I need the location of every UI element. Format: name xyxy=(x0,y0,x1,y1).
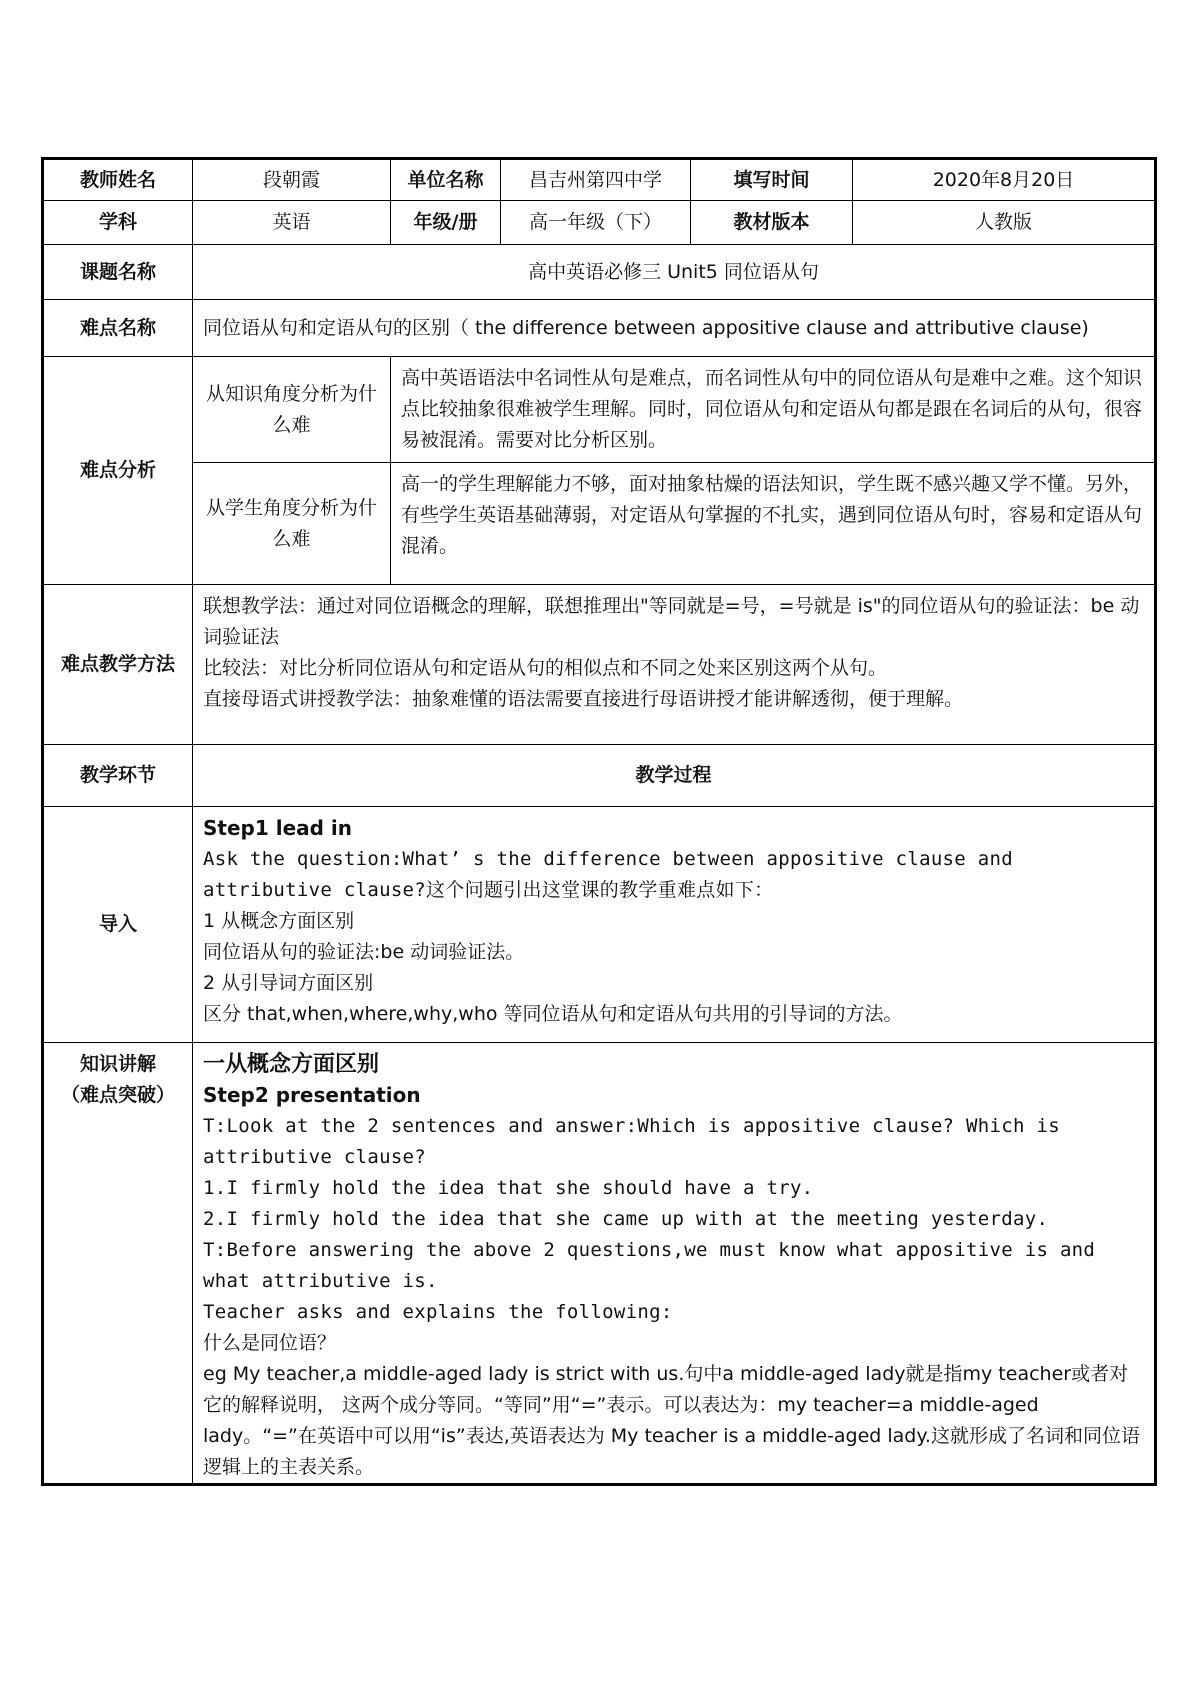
student-angle-label: 从学生角度分析为什么难 xyxy=(193,463,391,585)
method-comparison: 比较法：对比分析同位语从句和定语从句的相似点和不同之处来区别这两个从句。 xyxy=(203,657,888,679)
process-header-row xyxy=(43,745,1156,807)
methods-row xyxy=(43,585,1156,745)
intro-point-2-detail: 区分 that,when,where,why,who 等同位语从句和定语从句共用的引导词的方法。 xyxy=(203,1003,903,1025)
grade-value: 高一年级（下） xyxy=(501,201,691,245)
intro-point-1: 1 从概念方面区别 xyxy=(203,910,355,932)
methods-content xyxy=(193,585,1156,745)
knowledge-step-title: Step2 presentation xyxy=(203,1083,421,1107)
teacher-label: 教师姓名 xyxy=(43,159,193,201)
intro-question: Ask the question:What’ s the difference between appositive clause and attributive clause?这个问题引出这堂课的教学重难点如下： xyxy=(203,848,1013,901)
lesson-plan-sheet xyxy=(41,157,1154,1486)
lesson-plan-table xyxy=(41,157,1157,1486)
grade-label: 年级/册 xyxy=(391,201,501,245)
difficulty-label: 难点名称 xyxy=(43,300,193,357)
subject-value: 英语 xyxy=(193,201,391,245)
edition-value: 人教版 xyxy=(853,201,1156,245)
intro-point-2: 2 从引导词方面区别 xyxy=(203,972,374,994)
knowledge-before-answer: T:Before answering the above 2 questions,we must know what appositive is and what attributive is. xyxy=(203,1239,1096,1292)
unit-label: 单位名称 xyxy=(391,159,501,201)
knowledge-sentence-1: 1.I firmly hold the idea that she should have a try. xyxy=(203,1177,814,1199)
difficulty-row xyxy=(43,300,1156,357)
edition-label: 教材版本 xyxy=(691,201,853,245)
analysis-row-knowledge xyxy=(43,357,1156,463)
process-detail-header: 教学过程 xyxy=(193,745,1156,807)
knowledge-sentence-2: 2.I firmly hold the idea that she came up with at the meeting yesterday. xyxy=(203,1208,1049,1230)
intro-row xyxy=(43,807,1156,1043)
header-row-2 xyxy=(43,201,1156,245)
date-value: 2020年8月20日 xyxy=(853,159,1156,201)
methods-label: 难点教学方法 xyxy=(43,585,193,745)
intro-point-1-detail: 同位语从句的验证法:be 动词验证法。 xyxy=(203,941,525,963)
topic-label: 课题名称 xyxy=(43,245,193,300)
student-angle-text: 高一的学生理解能力不够，面对抽象枯燥的语法知识，学生既不感兴趣又学不懂。另外，有些学生英语基础薄弱，对定语从句掌握的不扎实，遇到同位语从句时，容易和定语从句混淆。 xyxy=(391,463,1156,585)
teacher-value: 段朝霞 xyxy=(193,159,391,201)
knowledge-angle-text: 高中英语语法中名词性从句是难点，而名词性从句中的同位语从句是难中之难。这个知识点比较抽象很难被学生理解。同时，同位语从句和定语从句都是跟在名词后的从句，很容易被混淆。需要对比分析区别。 xyxy=(391,357,1156,463)
intro-content xyxy=(193,807,1156,1043)
subject-label: 学科 xyxy=(43,201,193,245)
knowledge-section-title: 一从概念方面区别 xyxy=(203,1052,380,1077)
knowledge-teacher-asks: Teacher asks and explains the following: xyxy=(203,1301,673,1323)
intro-label: 导入 xyxy=(43,807,193,1043)
knowledge-label-line2: （难点突破） xyxy=(60,1084,175,1106)
process-stage-header: 教学环节 xyxy=(43,745,193,807)
unit-value: 昌吉州第四中学 xyxy=(501,159,691,201)
analysis-label: 难点分析 xyxy=(43,357,193,585)
method-native-language: 直接母语式讲授教学法：抽象难懂的语法需要直接进行母语讲授才能讲解透彻，便于理解。 xyxy=(203,688,964,710)
method-associative: 联想教学法：通过对同位语概念的理解，联想推理出"等同就是=号，=号就是 is"的同位语从句的验证法：be 动词验证法 xyxy=(203,595,1140,648)
knowledge-angle-label: 从知识角度分析为什么难 xyxy=(193,357,391,463)
knowledge-label xyxy=(43,1043,193,1485)
topic-row xyxy=(43,245,1156,300)
intro-step-title: Step1 lead in xyxy=(203,816,353,840)
date-label: 填写时间 xyxy=(691,159,853,201)
analysis-row-student xyxy=(43,463,1156,585)
knowledge-content xyxy=(193,1043,1156,1485)
topic-value: 高中英语必修三 Unit5 同位语从句 xyxy=(193,245,1156,300)
header-row-1 xyxy=(43,159,1156,201)
knowledge-example: eg My teacher,a middle-aged lady is strict with us.句中a middle-aged lady就是指my teacher或者对它的解释说明， 这两个成分等同。“等同”用“=”表示。可以表达为：my teacher=a middle-aged lady。“=”在英语中可以用“is”表达,英语表达为 My teacher is a middle-aged lady.这就形成了名词和同位语逻辑上的主表关系。 xyxy=(203,1363,1140,1478)
knowledge-label-line1: 知识讲解 xyxy=(79,1053,156,1075)
difficulty-value: 同位语从句和定语从句的区别（ the difference between appositive clause and attributive clause) xyxy=(193,300,1156,357)
knowledge-row xyxy=(43,1043,1156,1485)
knowledge-what-is-appositive: 什么是同位语？ xyxy=(203,1332,337,1354)
knowledge-question: T:Look at the 2 sentences and answer:Which is appositive clause? Which is attributive clause? xyxy=(203,1115,1060,1168)
